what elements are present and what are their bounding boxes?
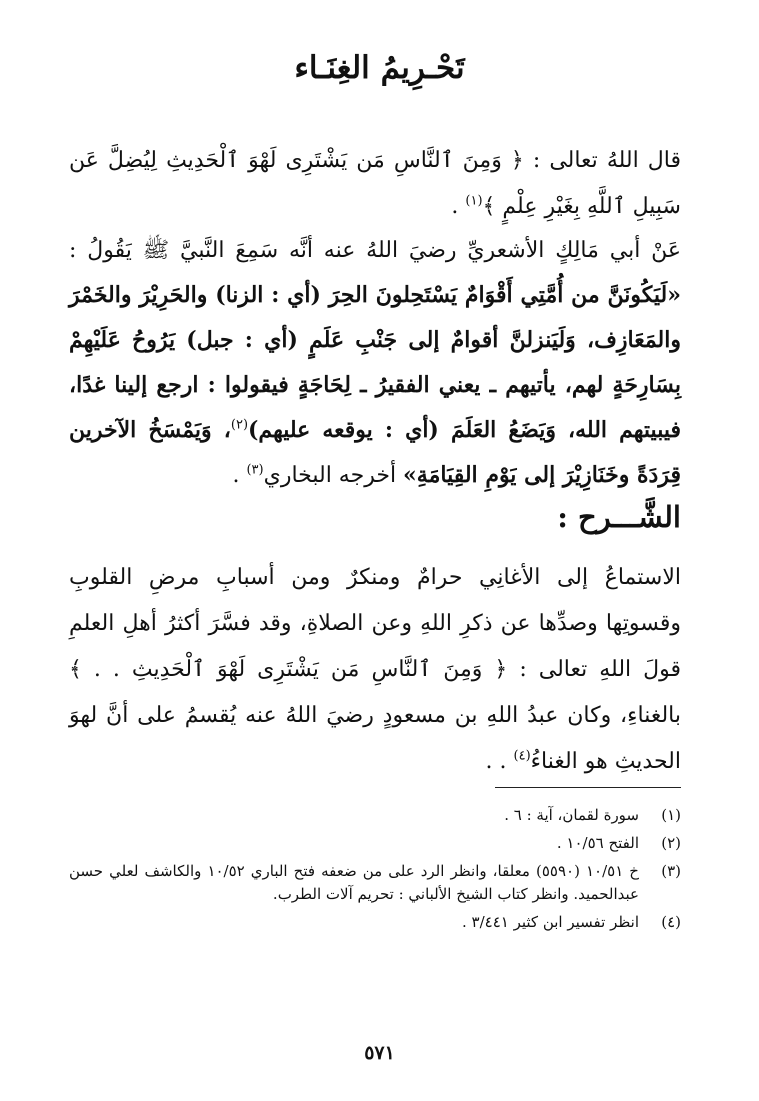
footnote-text: خ ١٠/٥١ (٥٥٩٠) معلقا، وانظر الرد على من ضعفه فتح الباري ١٠/٥٢ والكاشف لعلي حسن عبدالحميد. وانظر كتاب الشيخ الألباني : تحريم آلات الطرب. bbox=[69, 862, 639, 903]
footnote-number: (٣) bbox=[661, 862, 681, 880]
footnote-number: (٢) bbox=[661, 834, 681, 852]
verse-tail: . bbox=[451, 194, 466, 219]
footnote-text: الفتح ١٠/٥٦ . bbox=[556, 834, 639, 852]
hadith-text-part1: «لَيَكُونَنَّ من أُمَّتِي أَقْوَامٌ يَسْتَحِلونَ الحِرَ (أي : الزنا) والحَرِيْرَ والخَمْرَ والمَعَازِف، وَلَيَنزلنَّ أقوامٌ إلى جَنْبِ عَلَمٍ (أي : جبل) يَرُوحُ عَلَيْهِمْ بِسَارِحَةٍ لهم، يأتيهم ـ يعني الفقيرُ ـ لِحَاجَةٍ فيقولوا : ارجع إلينا غدًا، فيبيتهم الله، وَيَضَعُ العَلَمَ (أي : يوقعه عليهم) bbox=[69, 282, 681, 443]
hadith-intro: عَنْ أبي مَالِكٍ الأشعريِّ رضيَ اللهُ عنه أنَّه سَمِعَ النَّبيَّ ﷺ يَقُولُ : bbox=[69, 238, 681, 263]
page-title: تَحْـرِيمُ الغِنَـاء bbox=[294, 50, 465, 86]
footnote-ref-3: (٣) bbox=[246, 462, 264, 478]
sharh-verse: ﴿ وَمِنَ ٱلنَّاسِ مَن يَشْتَرِى لَهْوَ ٱلْحَدِيثِ . . ﴾ bbox=[69, 657, 508, 682]
footnote-ref-2: (٢) bbox=[230, 417, 249, 433]
verse-intro: قال اللهُ تعالى : bbox=[523, 148, 682, 173]
sharh-text-part1: الاستماعُ إلى الأغانِي حرامٌ ومنكرٌ ومن أسبابِ مرضِ القلوبِ وقسوتِها وصدِّها عن ذكرِ اللهِ وعن الصلاةِ، وقد فسَّرَ أكثرُ أهلِ العلمِ قولَ اللهِ تعالى : bbox=[69, 565, 682, 682]
quran-verse-paragraph bbox=[69, 138, 681, 230]
sharh-heading: الشَّـــرح : bbox=[557, 500, 681, 534]
sharh-text-part2: بالغناءِ، وكان عبدُ اللهِ بن مسعودٍ رضيَ اللهُ عنه يُقسمُ على أنَّ لهوَ الحديثِ هو الغناءُ bbox=[69, 703, 681, 774]
footnote-item bbox=[69, 804, 681, 827]
hadith-paragraph bbox=[69, 228, 681, 498]
footnote-ref-1: (١) bbox=[465, 193, 483, 209]
verse-text: ﴿ وَمِنَ ٱلنَّاسِ مَن يَشْتَرِى لَهْوَ ٱلْحَدِيثِ لِيُضِلَّ عَن سَبِيلِ ٱللَّهِ بِغَيْرِ عِلْمٍ ﴾ bbox=[69, 148, 681, 219]
sharh-tail: . . bbox=[485, 749, 514, 774]
footnote-number: (١) bbox=[661, 806, 681, 824]
hadith-text-part2: ، وَيَمْسَخُ الآخرين قِرَدَةً وخَنَازِيْرَ إلى يَوْمِ القِيَامَةِ» bbox=[69, 417, 681, 488]
page-number: ٥٧١ bbox=[364, 1042, 395, 1064]
footnote-item bbox=[69, 832, 681, 855]
sharh-paragraph bbox=[69, 555, 681, 785]
footnote-number: (٤) bbox=[661, 913, 681, 931]
footnote-ref-4: (٤) bbox=[513, 748, 531, 764]
footnote-text: سورة لقمان، آية : ٦ . bbox=[504, 806, 639, 824]
footnote-item bbox=[69, 911, 681, 934]
footnote-text: انظر تفسير ابن كثير ٣/٤٤١ . bbox=[461, 913, 639, 931]
hadith-tail: . bbox=[232, 463, 247, 488]
hadith-source: أخرجه البخاري bbox=[263, 463, 404, 488]
footnote-item bbox=[69, 860, 681, 906]
footnotes-list bbox=[69, 804, 681, 939]
footnote-divider bbox=[495, 787, 681, 788]
